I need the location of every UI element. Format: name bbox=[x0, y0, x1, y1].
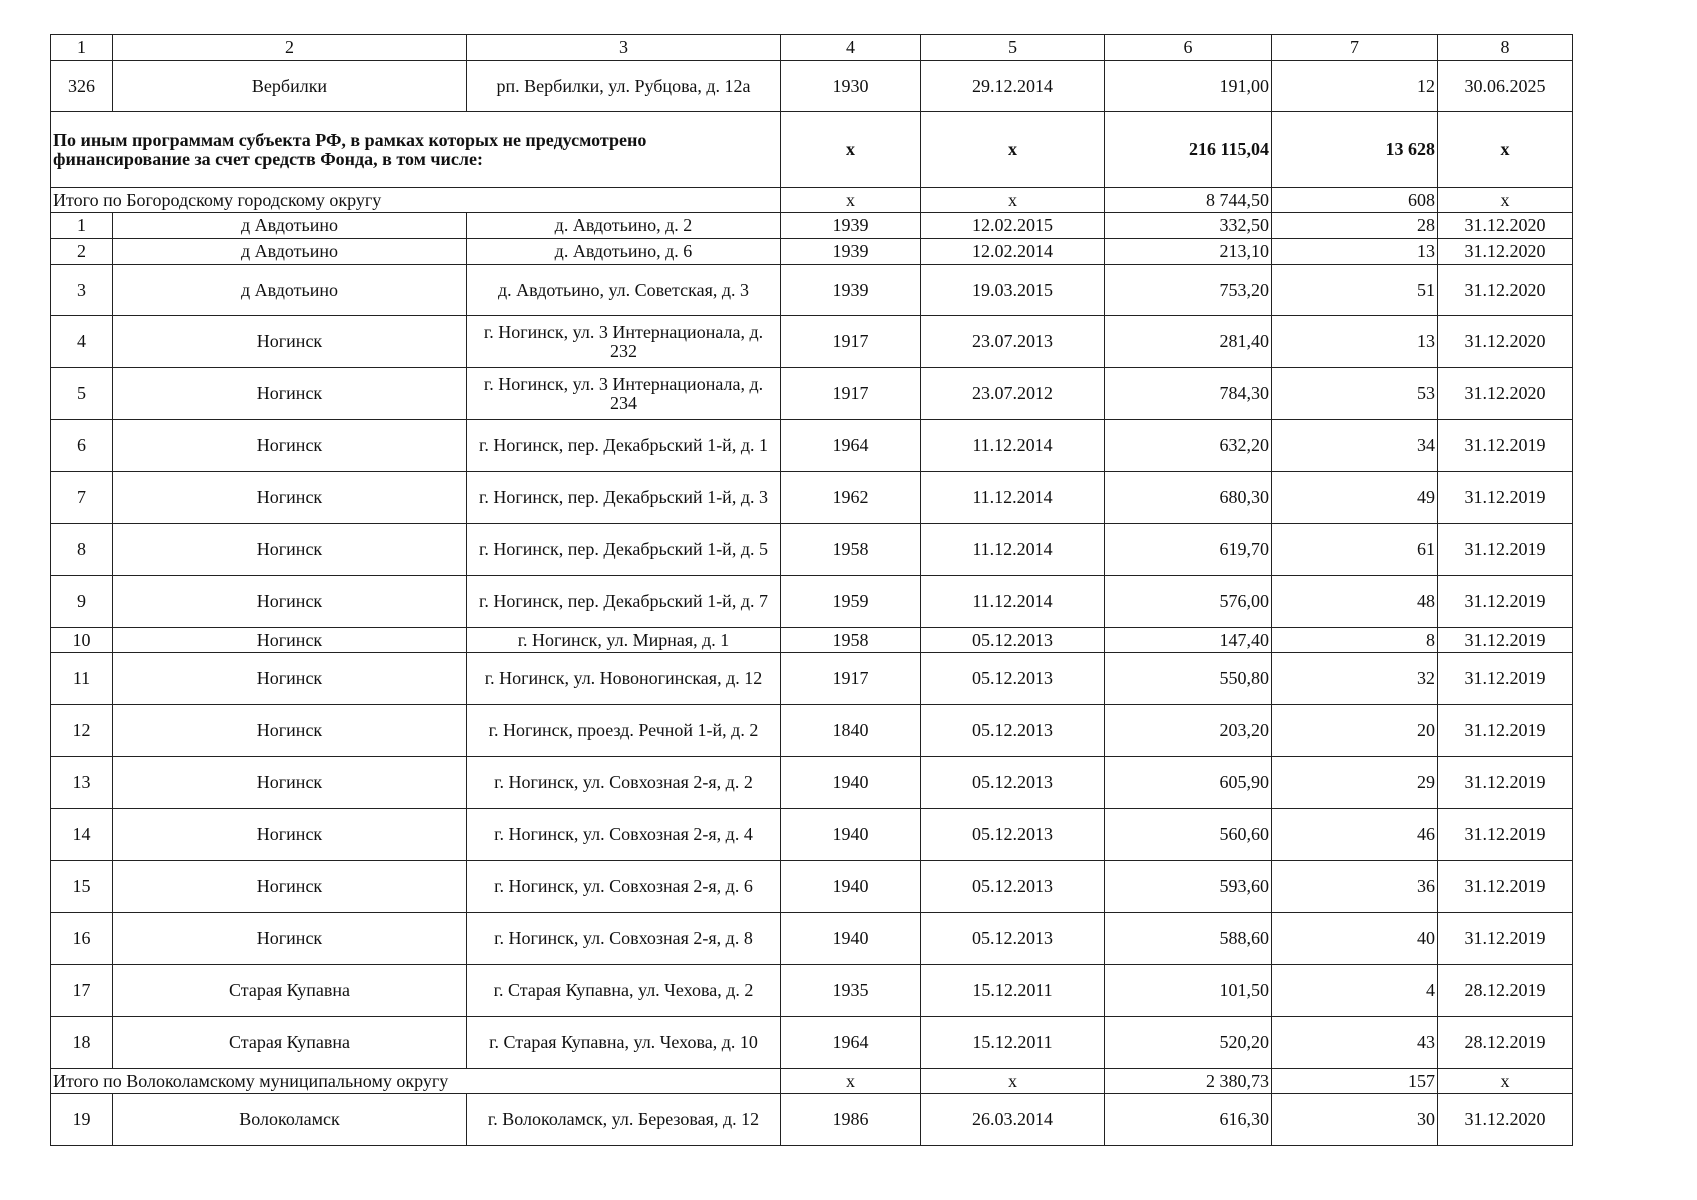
row-number-cell: 2 bbox=[51, 239, 113, 265]
locality-cell: Ногинск bbox=[113, 861, 467, 913]
address-cell: г. Волоколамск, ул. Березовая, д. 12 bbox=[467, 1094, 781, 1146]
table-row bbox=[51, 420, 1573, 472]
residents-cell: 51 bbox=[1272, 265, 1438, 316]
locality-cell: Ногинск bbox=[113, 809, 467, 861]
locality-cell: Ногинск bbox=[113, 757, 467, 809]
row-number-cell: 12 bbox=[51, 705, 113, 757]
area-cell: 560,60 bbox=[1105, 809, 1272, 861]
date-cell: 11.12.2014 bbox=[921, 524, 1105, 576]
locality-cell: Ногинск bbox=[113, 472, 467, 524]
address-cell: д. Авдотьино, ул. Советская, д. 3 bbox=[467, 265, 781, 316]
table-row bbox=[51, 265, 1573, 316]
header-cell: 7 bbox=[1272, 35, 1438, 61]
area-cell: 680,30 bbox=[1105, 472, 1272, 524]
address-cell: г. Ногинск, ул. Совхозная 2-я, д. 6 bbox=[467, 861, 781, 913]
residents-cell: 40 bbox=[1272, 913, 1438, 965]
residents-cell: 32 bbox=[1272, 653, 1438, 705]
table-row bbox=[51, 61, 1573, 112]
deadline-cell: 30.06.2025 bbox=[1438, 61, 1573, 112]
residents-cell: 53 bbox=[1272, 368, 1438, 420]
deadline-cell: 31.12.2019 bbox=[1438, 809, 1573, 861]
total-residents-cell: 157 bbox=[1272, 1069, 1438, 1094]
area-cell: 213,10 bbox=[1105, 239, 1272, 265]
row-number-cell: 10 bbox=[51, 628, 113, 653]
address-cell: г. Ногинск, проезд. Речной 1-й, д. 2 bbox=[467, 705, 781, 757]
area-cell: 101,50 bbox=[1105, 965, 1272, 1017]
residents-cell: 29 bbox=[1272, 757, 1438, 809]
row-number-cell: 15 bbox=[51, 861, 113, 913]
total-area-cell: 8 744,50 bbox=[1105, 188, 1272, 213]
residents-cell: 13 bbox=[1272, 316, 1438, 368]
area-cell: 588,60 bbox=[1105, 913, 1272, 965]
locality-cell: Ногинск bbox=[113, 316, 467, 368]
year-cell: 1959 bbox=[781, 576, 921, 628]
residents-cell: 12 bbox=[1272, 61, 1438, 112]
locality-cell: д Авдотьино bbox=[113, 213, 467, 239]
table-row bbox=[51, 368, 1573, 420]
address-cell: г. Ногинск, ул. Совхозная 2-я, д. 8 bbox=[467, 913, 781, 965]
deadline-cell: 31.12.2020 bbox=[1438, 239, 1573, 265]
year-cell: 1935 bbox=[781, 965, 921, 1017]
address-cell: г. Ногинск, пер. Декабрьский 1-й, д. 3 bbox=[467, 472, 781, 524]
section-total-row bbox=[51, 112, 1573, 188]
area-cell: 753,20 bbox=[1105, 265, 1272, 316]
deadline-cell: 31.12.2019 bbox=[1438, 524, 1573, 576]
total-area-cell: 216 115,04 bbox=[1105, 112, 1272, 188]
row-number-cell: 4 bbox=[51, 316, 113, 368]
locality-cell: Ногинск bbox=[113, 368, 467, 420]
table-row bbox=[51, 757, 1573, 809]
row-number-cell: 3 bbox=[51, 265, 113, 316]
table-row bbox=[51, 861, 1573, 913]
address-cell: г. Ногинск, пер. Декабрьский 1-й, д. 1 bbox=[467, 420, 781, 472]
total-label-cell: Итого по Богородскому городскому округу bbox=[51, 188, 781, 213]
area-cell: 593,60 bbox=[1105, 861, 1272, 913]
date-cell: 11.12.2014 bbox=[921, 576, 1105, 628]
year-cell: 1958 bbox=[781, 524, 921, 576]
deadline-cell: 31.12.2020 bbox=[1438, 316, 1573, 368]
date-cell: 05.12.2013 bbox=[921, 705, 1105, 757]
total-x-cell: x bbox=[1438, 1069, 1573, 1094]
header-cell: 4 bbox=[781, 35, 921, 61]
row-number-cell: 18 bbox=[51, 1017, 113, 1069]
row-number-cell: 9 bbox=[51, 576, 113, 628]
deadline-cell: 31.12.2019 bbox=[1438, 913, 1573, 965]
header-cell: 3 bbox=[467, 35, 781, 61]
locality-cell: Старая Купавна bbox=[113, 1017, 467, 1069]
address-cell: г. Ногинск, ул. 3 Интернационала, д. 232 bbox=[467, 316, 781, 368]
address-cell: г. Ногинск, ул. Совхозная 2-я, д. 2 bbox=[467, 757, 781, 809]
row-number-cell: 16 bbox=[51, 913, 113, 965]
deadline-cell: 31.12.2019 bbox=[1438, 576, 1573, 628]
residents-cell: 13 bbox=[1272, 239, 1438, 265]
date-cell: 05.12.2013 bbox=[921, 913, 1105, 965]
deadline-cell: 31.12.2019 bbox=[1438, 861, 1573, 913]
date-cell: 05.12.2013 bbox=[921, 757, 1105, 809]
date-cell: 26.03.2014 bbox=[921, 1094, 1105, 1146]
table-row bbox=[51, 576, 1573, 628]
table-row bbox=[51, 1017, 1573, 1069]
table-row bbox=[51, 965, 1573, 1017]
year-cell: 1917 bbox=[781, 653, 921, 705]
total-x-cell: x bbox=[781, 188, 921, 213]
locality-cell: Ногинск bbox=[113, 653, 467, 705]
header-cell: 1 bbox=[51, 35, 113, 61]
address-cell: рп. Вербилки, ул. Рубцова, д. 12а bbox=[467, 61, 781, 112]
deadline-cell: 31.12.2020 bbox=[1438, 213, 1573, 239]
locality-cell: Ногинск bbox=[113, 913, 467, 965]
locality-cell: Вербилки bbox=[113, 61, 467, 112]
total-x-cell: x bbox=[1438, 188, 1573, 213]
row-number-cell: 14 bbox=[51, 809, 113, 861]
header-cell: 6 bbox=[1105, 35, 1272, 61]
subtotal-row bbox=[51, 188, 1573, 213]
residents-cell: 30 bbox=[1272, 1094, 1438, 1146]
row-number-cell: 13 bbox=[51, 757, 113, 809]
locality-cell: д Авдотьино bbox=[113, 265, 467, 316]
residents-cell: 20 bbox=[1272, 705, 1438, 757]
deadline-cell: 28.12.2019 bbox=[1438, 1017, 1573, 1069]
table-row bbox=[51, 316, 1573, 368]
residents-cell: 28 bbox=[1272, 213, 1438, 239]
locality-cell: д Авдотьино bbox=[113, 239, 467, 265]
row-number-cell: 1 bbox=[51, 213, 113, 239]
date-cell: 15.12.2011 bbox=[921, 1017, 1105, 1069]
year-cell: 1939 bbox=[781, 265, 921, 316]
deadline-cell: 31.12.2019 bbox=[1438, 653, 1573, 705]
address-cell: г. Ногинск, ул. Мирная, д. 1 bbox=[467, 628, 781, 653]
subtotal-row bbox=[51, 1069, 1573, 1094]
address-cell: г. Старая Купавна, ул. Чехова, д. 2 bbox=[467, 965, 781, 1017]
table-row bbox=[51, 628, 1573, 653]
date-cell: 12.02.2014 bbox=[921, 239, 1105, 265]
address-cell: г. Ногинск, пер. Декабрьский 1-й, д. 7 bbox=[467, 576, 781, 628]
date-cell: 19.03.2015 bbox=[921, 265, 1105, 316]
date-cell: 05.12.2013 bbox=[921, 653, 1105, 705]
year-cell: 1917 bbox=[781, 368, 921, 420]
area-cell: 616,30 bbox=[1105, 1094, 1272, 1146]
housing-table bbox=[50, 34, 1573, 1146]
row-number-cell: 6 bbox=[51, 420, 113, 472]
locality-cell: Ногинск bbox=[113, 524, 467, 576]
year-cell: 1930 bbox=[781, 61, 921, 112]
table-row bbox=[51, 705, 1573, 757]
header-cell: 8 bbox=[1438, 35, 1573, 61]
table-row bbox=[51, 809, 1573, 861]
deadline-cell: 31.12.2020 bbox=[1438, 265, 1573, 316]
area-cell: 576,00 bbox=[1105, 576, 1272, 628]
date-cell: 05.12.2013 bbox=[921, 628, 1105, 653]
residents-cell: 61 bbox=[1272, 524, 1438, 576]
date-cell: 29.12.2014 bbox=[921, 61, 1105, 112]
residents-cell: 4 bbox=[1272, 965, 1438, 1017]
total-residents-cell: 13 628 bbox=[1272, 112, 1438, 188]
locality-cell: Старая Купавна bbox=[113, 965, 467, 1017]
header-cell: 2 bbox=[113, 35, 467, 61]
address-cell: г. Ногинск, ул. Совхозная 2-я, д. 4 bbox=[467, 809, 781, 861]
area-cell: 784,30 bbox=[1105, 368, 1272, 420]
header-row bbox=[51, 35, 1573, 61]
total-label-cell: По иным программам субъекта РФ, в рамках которых не предусмотрено финансирование за счет средств Фонда, в том числе: bbox=[51, 112, 781, 188]
deadline-cell: 31.12.2019 bbox=[1438, 705, 1573, 757]
table-row bbox=[51, 653, 1573, 705]
area-cell: 203,20 bbox=[1105, 705, 1272, 757]
residents-cell: 48 bbox=[1272, 576, 1438, 628]
date-cell: 05.12.2013 bbox=[921, 809, 1105, 861]
area-cell: 550,80 bbox=[1105, 653, 1272, 705]
residents-cell: 46 bbox=[1272, 809, 1438, 861]
area-cell: 520,20 bbox=[1105, 1017, 1272, 1069]
table-row bbox=[51, 239, 1573, 265]
table-row bbox=[51, 213, 1573, 239]
residents-cell: 49 bbox=[1272, 472, 1438, 524]
area-cell: 605,90 bbox=[1105, 757, 1272, 809]
date-cell: 11.12.2014 bbox=[921, 472, 1105, 524]
address-cell: г. Ногинск, ул. Новоногинская, д. 12 bbox=[467, 653, 781, 705]
locality-cell: Ногинск bbox=[113, 628, 467, 653]
total-label-cell: Итого по Волоколамскому муниципальному округу bbox=[51, 1069, 781, 1094]
total-x-cell: x bbox=[921, 112, 1105, 188]
area-cell: 332,50 bbox=[1105, 213, 1272, 239]
date-cell: 12.02.2015 bbox=[921, 213, 1105, 239]
row-number-cell: 19 bbox=[51, 1094, 113, 1146]
table-row bbox=[51, 524, 1573, 576]
locality-cell: Ногинск bbox=[113, 576, 467, 628]
date-cell: 23.07.2012 bbox=[921, 368, 1105, 420]
year-cell: 1962 bbox=[781, 472, 921, 524]
area-cell: 191,00 bbox=[1105, 61, 1272, 112]
header-cell: 5 bbox=[921, 35, 1105, 61]
year-cell: 1840 bbox=[781, 705, 921, 757]
locality-cell: Ногинск bbox=[113, 705, 467, 757]
year-cell: 1986 bbox=[781, 1094, 921, 1146]
year-cell: 1939 bbox=[781, 213, 921, 239]
residents-cell: 36 bbox=[1272, 861, 1438, 913]
total-area-cell: 2 380,73 bbox=[1105, 1069, 1272, 1094]
residents-cell: 34 bbox=[1272, 420, 1438, 472]
date-cell: 23.07.2013 bbox=[921, 316, 1105, 368]
row-number-cell: 5 bbox=[51, 368, 113, 420]
table-row bbox=[51, 472, 1573, 524]
year-cell: 1939 bbox=[781, 239, 921, 265]
row-number-cell: 8 bbox=[51, 524, 113, 576]
total-x-cell: x bbox=[781, 112, 921, 188]
total-x-cell: x bbox=[1438, 112, 1573, 188]
year-cell: 1940 bbox=[781, 913, 921, 965]
date-cell: 15.12.2011 bbox=[921, 965, 1105, 1017]
locality-cell: Ногинск bbox=[113, 420, 467, 472]
row-number-cell: 11 bbox=[51, 653, 113, 705]
address-cell: г. Старая Купавна, ул. Чехова, д. 10 bbox=[467, 1017, 781, 1069]
date-cell: 11.12.2014 bbox=[921, 420, 1105, 472]
address-cell: г. Ногинск, ул. 3 Интернационала, д. 234 bbox=[467, 368, 781, 420]
year-cell: 1958 bbox=[781, 628, 921, 653]
date-cell: 05.12.2013 bbox=[921, 861, 1105, 913]
residents-cell: 43 bbox=[1272, 1017, 1438, 1069]
table-row bbox=[51, 913, 1573, 965]
row-number-cell: 17 bbox=[51, 965, 113, 1017]
year-cell: 1940 bbox=[781, 861, 921, 913]
year-cell: 1964 bbox=[781, 1017, 921, 1069]
year-cell: 1940 bbox=[781, 809, 921, 861]
area-cell: 632,20 bbox=[1105, 420, 1272, 472]
year-cell: 1964 bbox=[781, 420, 921, 472]
area-cell: 281,40 bbox=[1105, 316, 1272, 368]
row-number-cell: 7 bbox=[51, 472, 113, 524]
deadline-cell: 31.12.2019 bbox=[1438, 420, 1573, 472]
address-cell: д. Авдотьино, д. 2 bbox=[467, 213, 781, 239]
total-x-cell: x bbox=[921, 1069, 1105, 1094]
deadline-cell: 28.12.2019 bbox=[1438, 965, 1573, 1017]
total-x-cell: x bbox=[781, 1069, 921, 1094]
deadline-cell: 31.12.2019 bbox=[1438, 472, 1573, 524]
deadline-cell: 31.12.2020 bbox=[1438, 1094, 1573, 1146]
area-cell: 619,70 bbox=[1105, 524, 1272, 576]
year-cell: 1917 bbox=[781, 316, 921, 368]
address-cell: г. Ногинск, пер. Декабрьский 1-й, д. 5 bbox=[467, 524, 781, 576]
locality-cell: Волоколамск bbox=[113, 1094, 467, 1146]
deadline-cell: 31.12.2019 bbox=[1438, 757, 1573, 809]
address-cell: д. Авдотьино, д. 6 bbox=[467, 239, 781, 265]
row-number-cell: 326 bbox=[51, 61, 113, 112]
total-residents-cell: 608 bbox=[1272, 188, 1438, 213]
year-cell: 1940 bbox=[781, 757, 921, 809]
deadline-cell: 31.12.2020 bbox=[1438, 368, 1573, 420]
area-cell: 147,40 bbox=[1105, 628, 1272, 653]
total-x-cell: x bbox=[921, 188, 1105, 213]
table-row bbox=[51, 1094, 1573, 1146]
deadline-cell: 31.12.2019 bbox=[1438, 628, 1573, 653]
residents-cell: 8 bbox=[1272, 628, 1438, 653]
